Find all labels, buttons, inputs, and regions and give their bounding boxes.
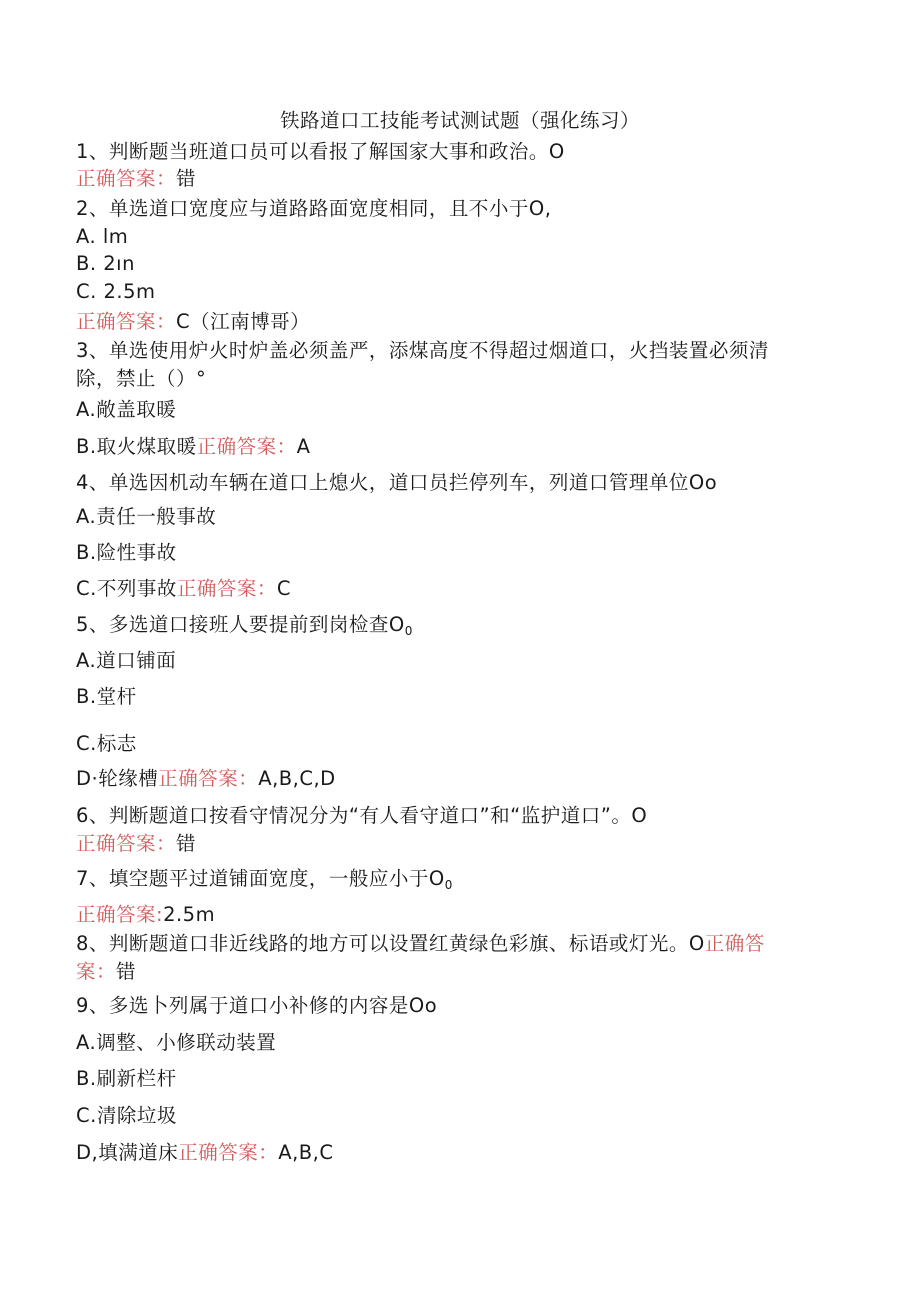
option-b: B.堂杆 <box>76 685 137 708</box>
answer-value: C <box>276 577 291 600</box>
question-7 <box>76 866 453 898</box>
option-d-with-answer <box>76 766 336 792</box>
question-text: 8、判断题道口非近线路的地方可以设置红黄绿色彩旗、标语或灯光。O <box>76 932 705 955</box>
answer-2 <box>76 309 310 335</box>
option-b: B.取火煤取暖 <box>76 435 197 458</box>
document-title: 铁路道口工技能考试测试题（强化练习） <box>279 109 640 132</box>
answer-value: A <box>296 435 311 458</box>
answer-label: 正确答案： <box>176 577 277 600</box>
question-3-line-1: 3、单选使用炉火时炉盖必须盖严，添煤高度不得超过烟道口，火挡装置必须清 <box>76 339 769 362</box>
option-d: D·轮缘槽 <box>76 767 159 790</box>
answer-label: 正确答案: <box>76 903 164 926</box>
option-b: B.刷新栏杆 <box>76 1067 177 1090</box>
question-1: 1、判断题当班道口员可以看报了解国家大事和政治。O <box>76 140 565 163</box>
answer-value: A,B,C,D <box>258 767 336 790</box>
option-b: B. 2ın <box>76 252 135 275</box>
answer-7 <box>76 902 215 928</box>
option-a: A.道口铺面 <box>76 649 177 672</box>
question-text: 7、填空题平过道铺面宽度，一般应小于O <box>76 867 445 890</box>
answer-label: 正确答案： <box>76 167 177 190</box>
option-d: D,填满道床 <box>76 1141 179 1164</box>
question-5 <box>76 612 413 644</box>
answer-1 <box>76 166 196 192</box>
option-b: B.险性事故 <box>76 541 177 564</box>
answer-label-part-2: 案： <box>76 960 117 983</box>
answer-value: 错 <box>176 167 197 190</box>
answer-label-part-1: 正确答 <box>704 932 765 955</box>
option-d-with-answer <box>76 1140 333 1166</box>
option-a: A.敞盖取暖 <box>76 398 177 421</box>
option-a: A.调整、小修联动装置 <box>76 1031 277 1054</box>
subscript: 0 <box>444 878 453 892</box>
question-text: 5、多选道口接班人要提前到岗检查O <box>76 613 405 636</box>
answer-value: 错 <box>176 832 197 855</box>
question-3-line-2: 除，禁止（）° <box>76 367 207 390</box>
answer-label: 正确答案： <box>76 310 177 333</box>
option-c: C.不列事故 <box>76 577 177 600</box>
answer-label: 正确答案： <box>76 832 177 855</box>
option-c: C.清除垃圾 <box>76 1104 177 1127</box>
answer-label: 正确答案： <box>178 1141 279 1164</box>
subscript: 0 <box>404 624 413 638</box>
answer-6 <box>76 831 196 857</box>
question-4: 4、单选因机动车辆在道口上熄火，道口员拦停列车，列道口管理单位Oo <box>76 471 718 494</box>
answer-label: 正确答案： <box>158 767 259 790</box>
option-a: A.责任一般事故 <box>76 505 217 528</box>
option-c: C.标志 <box>76 732 137 755</box>
question-6: 6、判断题道口按看守情况分为“有人看守道口”和“监护道口”。O <box>76 804 648 827</box>
question-9: 9、多选卜列属于道口小补修的内容是Oo <box>76 994 438 1017</box>
answer-value: 错 <box>116 960 137 983</box>
question-2: 2、单选道口宽度应与道路路面宽度相同，且不小于O, <box>76 197 552 220</box>
answer-value: 2.5m <box>163 903 216 926</box>
option-c-with-answer <box>76 576 291 602</box>
option-a: A. lm <box>76 225 129 248</box>
option-b-with-answer <box>76 434 310 460</box>
answer-value: A,B,C <box>278 1141 334 1164</box>
answer-value: C（江南博哥） <box>176 310 311 333</box>
answer-label: 正确答案： <box>196 435 297 458</box>
answer-8 <box>76 959 136 985</box>
question-8-line-1 <box>76 931 765 957</box>
option-c: C. 2.5m <box>76 280 156 303</box>
